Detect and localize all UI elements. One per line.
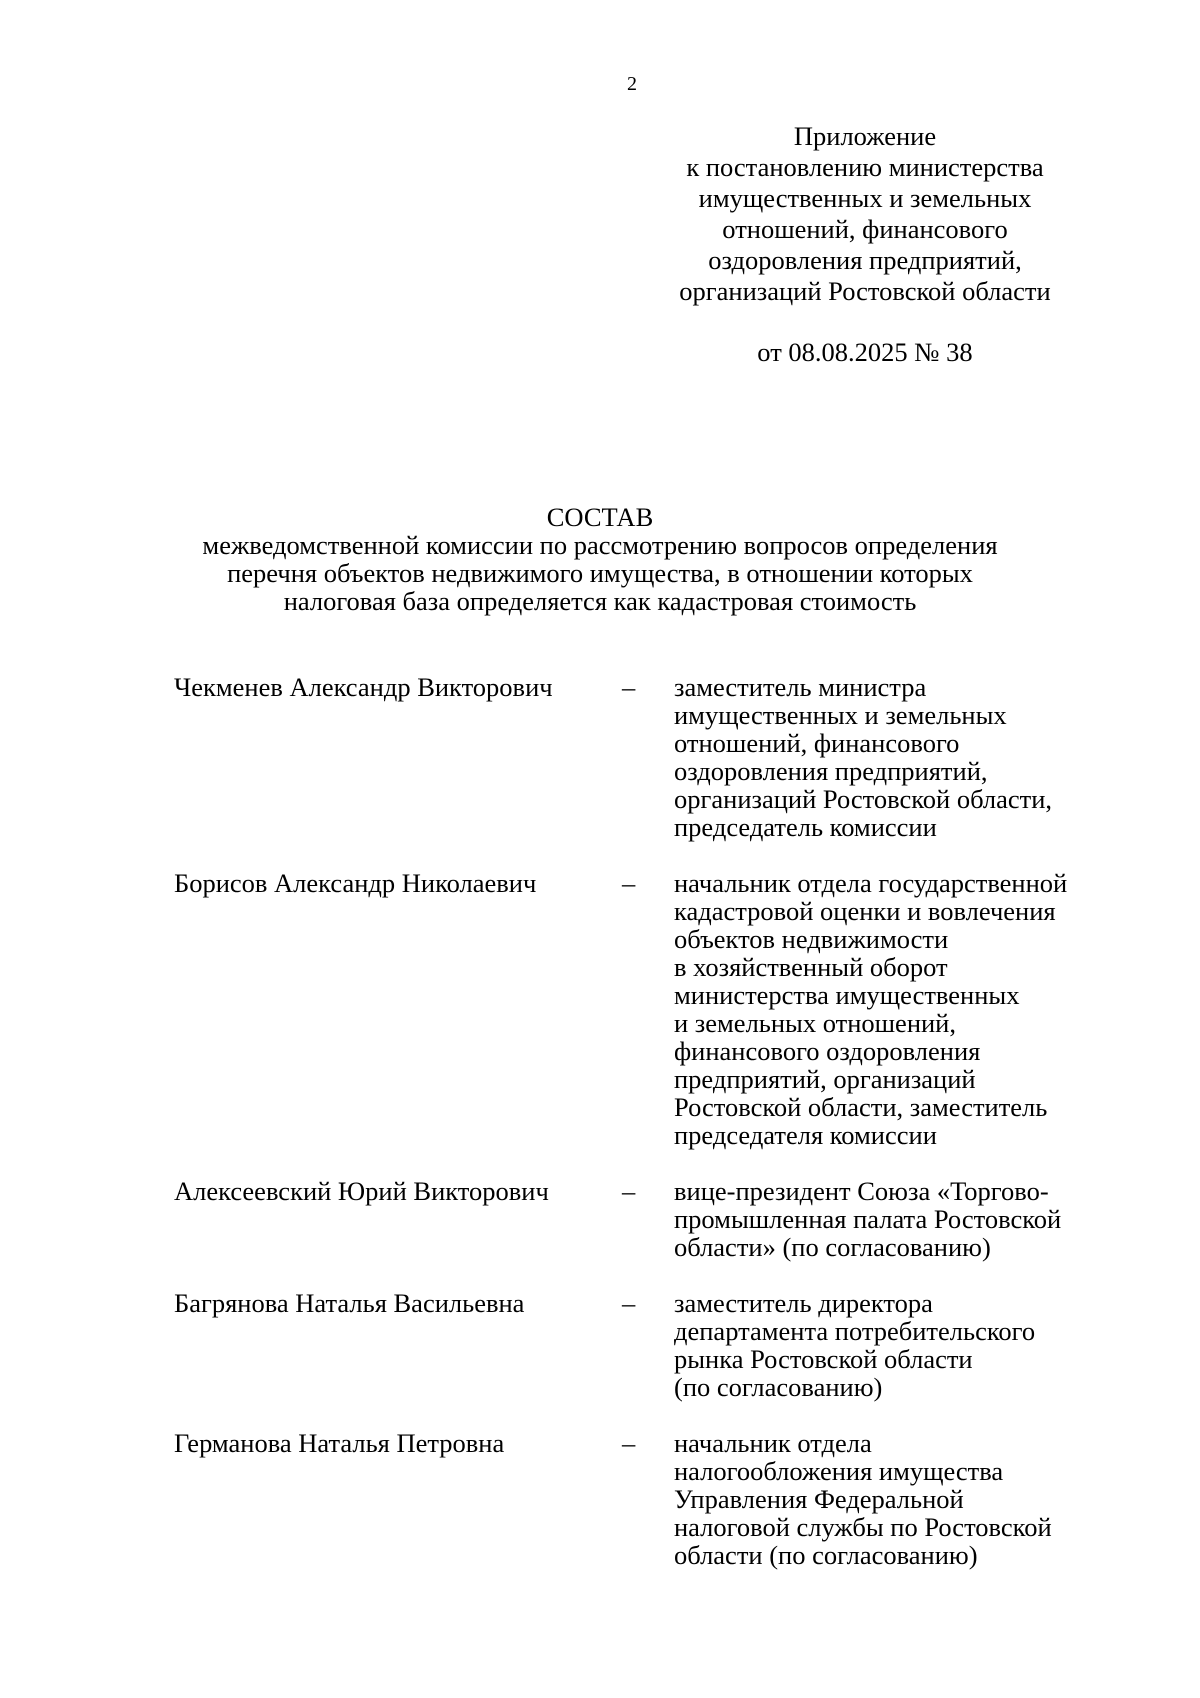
position-line: председателя комиссии [674,1120,937,1150]
member-dash: – [622,1288,636,1318]
appendix-line: оздоровления предприятий, [708,245,1022,275]
position-line: заместитель директора [674,1288,933,1318]
members-list [174,673,1104,1597]
position-line: налоговой службы по Ростовской [674,1512,1052,1542]
member-row [174,869,1104,1149]
member-dash: – [622,1428,636,1458]
position-line: отношений, финансового [674,728,960,758]
appendix-line: имущественных и земельных [698,183,1032,213]
position-line: (по согласованию) [674,1372,883,1402]
position-line: объектов недвижимости [674,924,949,954]
appendix-date: от 08.08.2025 № 38 [757,337,973,367]
member-name: Борисов Александр Николаевич [174,868,537,898]
appendix-line: Приложение [793,121,937,151]
member-position [674,1177,1104,1261]
title-line: перечня объектов недвижимого имущества, в отношении которых [227,558,973,588]
member-row [174,673,1104,841]
member-name: Алексеевский Юрий Викторович [174,1176,549,1206]
member-name: Чекменев Александр Викторович [174,672,553,702]
appendix-line: отношений, финансового [722,214,1008,244]
member-row [174,1177,1104,1261]
appendix-line: организаций Ростовской области [679,276,1051,306]
member-dash: – [622,672,636,702]
position-line: департамента потребительского [674,1316,1036,1346]
position-line: финансового оздоровления [674,1036,981,1066]
title-line: налоговая база определяется как кадастровая стоимость [283,586,917,616]
member-position [674,1289,1104,1401]
member-row [174,1289,1104,1401]
position-line: оздоровления предприятий, [674,756,988,786]
position-line: начальник отдела [674,1428,872,1458]
position-line: Управления Федеральной [674,1484,964,1514]
position-line: Ростовской области, заместитель [674,1092,1048,1122]
appendix-header [645,121,1085,368]
page-number: 2 [627,73,637,95]
member-row [174,1429,1104,1569]
member-name: Багрянова Наталья Васильевна [174,1288,525,1318]
position-line: вице-президент Союза «Торгово- [674,1176,1049,1206]
position-line: налогообложения имущества [674,1456,1004,1486]
position-line: организаций Ростовской области, [674,784,1053,814]
position-line: заместитель министра [674,672,927,702]
position-line: начальник отдела государственной [674,868,1068,898]
document-title [150,503,1050,615]
member-position [674,1429,1104,1569]
position-line: председатель комиссии [674,812,937,842]
title-heading: СОСТАВ [546,502,654,532]
position-line: кадастровой оценки и вовлечения [674,896,1056,926]
title-line: межведомственной комиссии по рассмотрению вопросов определения [202,530,998,560]
member-dash: – [622,1176,636,1206]
member-position [674,869,1104,1149]
position-line: предприятий, организаций [674,1064,976,1094]
position-line: рынка Ростовской области [674,1344,973,1374]
position-line: области» (по согласованию) [674,1232,991,1262]
member-dash: – [622,868,636,898]
position-line: министерства имущественных [674,980,1020,1010]
member-position [674,673,1104,841]
appendix-line: к постановлению министерства [686,152,1044,182]
position-line: области (по согласованию) [674,1540,978,1570]
position-line: промышленная палата Ростовской [674,1204,1062,1234]
position-line: в хозяйственный оборот [674,952,948,982]
member-name: Германова Наталья Петровна [174,1428,505,1458]
position-line: и земельных отношений, [674,1008,956,1038]
position-line: имущественных и земельных [674,700,1007,730]
